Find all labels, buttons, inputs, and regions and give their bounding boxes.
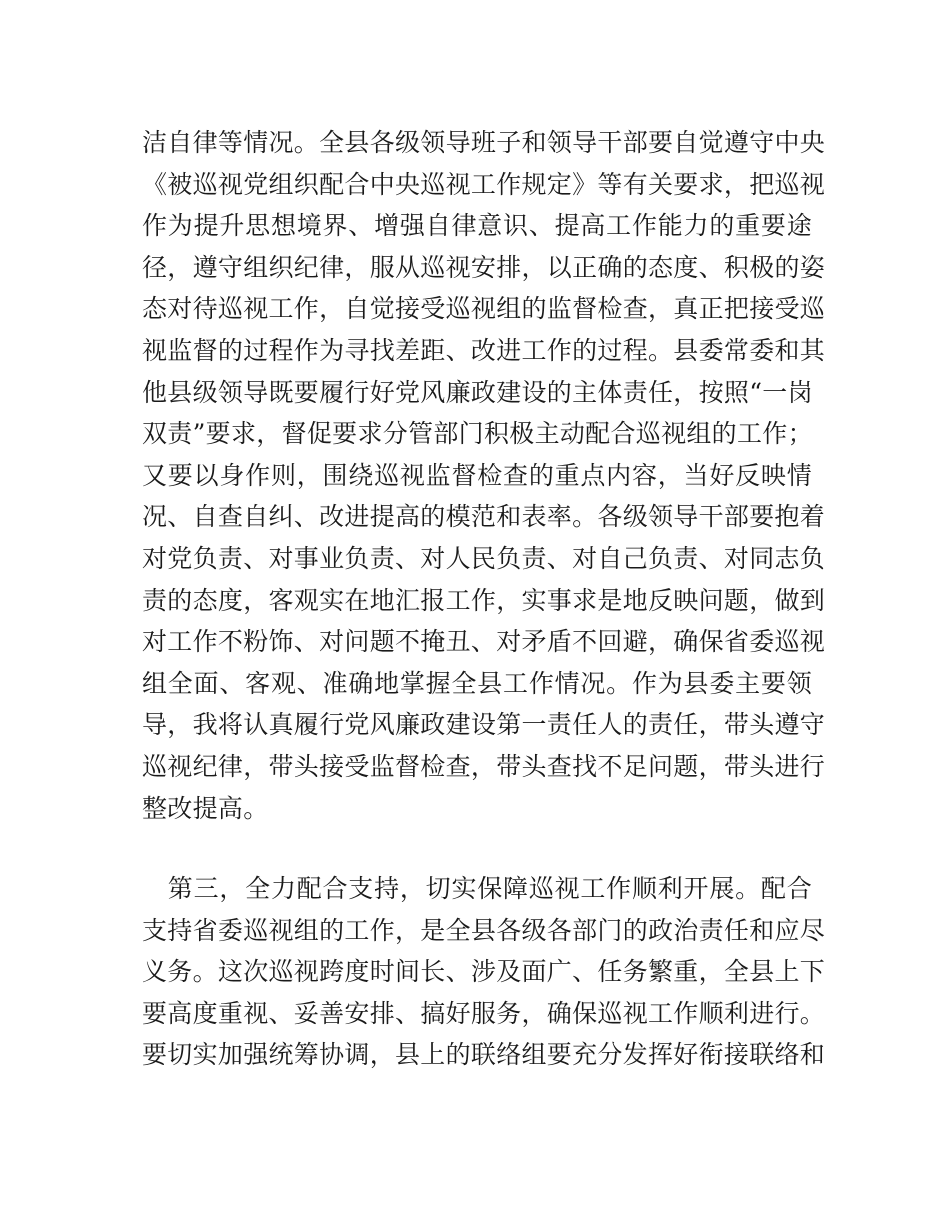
paragraph-1	[142, 122, 826, 829]
text-line: 要高度重视、妥善安排、搞好服务，确保巡视工作顺利进行。	[142, 998, 826, 1028]
text-line: 径，遵守组织纪律，服从巡视安排，以正确的态度、积极的姿	[142, 252, 826, 282]
text-line: 洁自律等情况。全县各级领导班子和领导干部要自觉遵守中央	[142, 128, 826, 157]
text-line: 双责”要求，督促要求分管部门积极主动配合巡视组的工作；	[142, 419, 813, 449]
paragraph-2	[142, 868, 826, 1076]
text-line: 又要以身作则，围绕巡视监督检查的重点内容，当好反映情	[142, 460, 812, 490]
text-line: 义务。这次巡视跨度时间长、涉及面广、任务繁重，全县上下	[142, 957, 826, 987]
text-line: 支持省委巡视组的工作，是全县各级各部门的政治责任和应尽	[142, 915, 826, 945]
text-line: 导，我将认真履行党风廉政建设第一责任人的责任，带头遵守	[142, 710, 826, 740]
text-line: 作为提升思想境界、增强自律意识、提高工作能力的重要途	[142, 211, 812, 241]
text-line: 他县级领导既要履行好党风廉政建设的主体责任，按照“一岗	[142, 377, 813, 407]
text-line: 组全面、客观、准确地掌握全县工作情况。作为县委主要领	[142, 668, 812, 698]
text-line: 对党负责、对事业负责、对人民负责、对自己负责、对同志负	[142, 543, 826, 573]
text-line: 况、自查自纠、改进提高的模范和表率。各级领导干部要抱着	[142, 502, 826, 532]
text-line: 态对待巡视工作，自觉接受巡视组的监督检查，真正把接受巡	[142, 294, 826, 324]
text-line: 第三，全力配合支持，切实保障巡视工作顺利开展。配合	[142, 874, 812, 903]
text-line: 《被巡视党组织配合中央巡视工作规定》等有关要求，把巡视	[142, 169, 826, 199]
text-line: 巡视纪律，带头接受监督检查，带头查找不足问题，带头进行	[142, 751, 826, 781]
text-line: 要切实加强统筹协调，县上的联络组要充分发挥好衔接联络和	[142, 1040, 826, 1070]
text-line: 视监督的过程作为寻找差距、改进工作的过程。县委常委和其	[142, 335, 826, 365]
text-line-last: 整改提高。	[142, 793, 269, 823]
text-line: 责的态度，客观实在地汇报工作，实事求是地反映问题，做到	[142, 585, 826, 615]
text-line: 对工作不粉饰、对问题不掩丑、对矛盾不回避，确保省委巡视	[142, 627, 826, 657]
